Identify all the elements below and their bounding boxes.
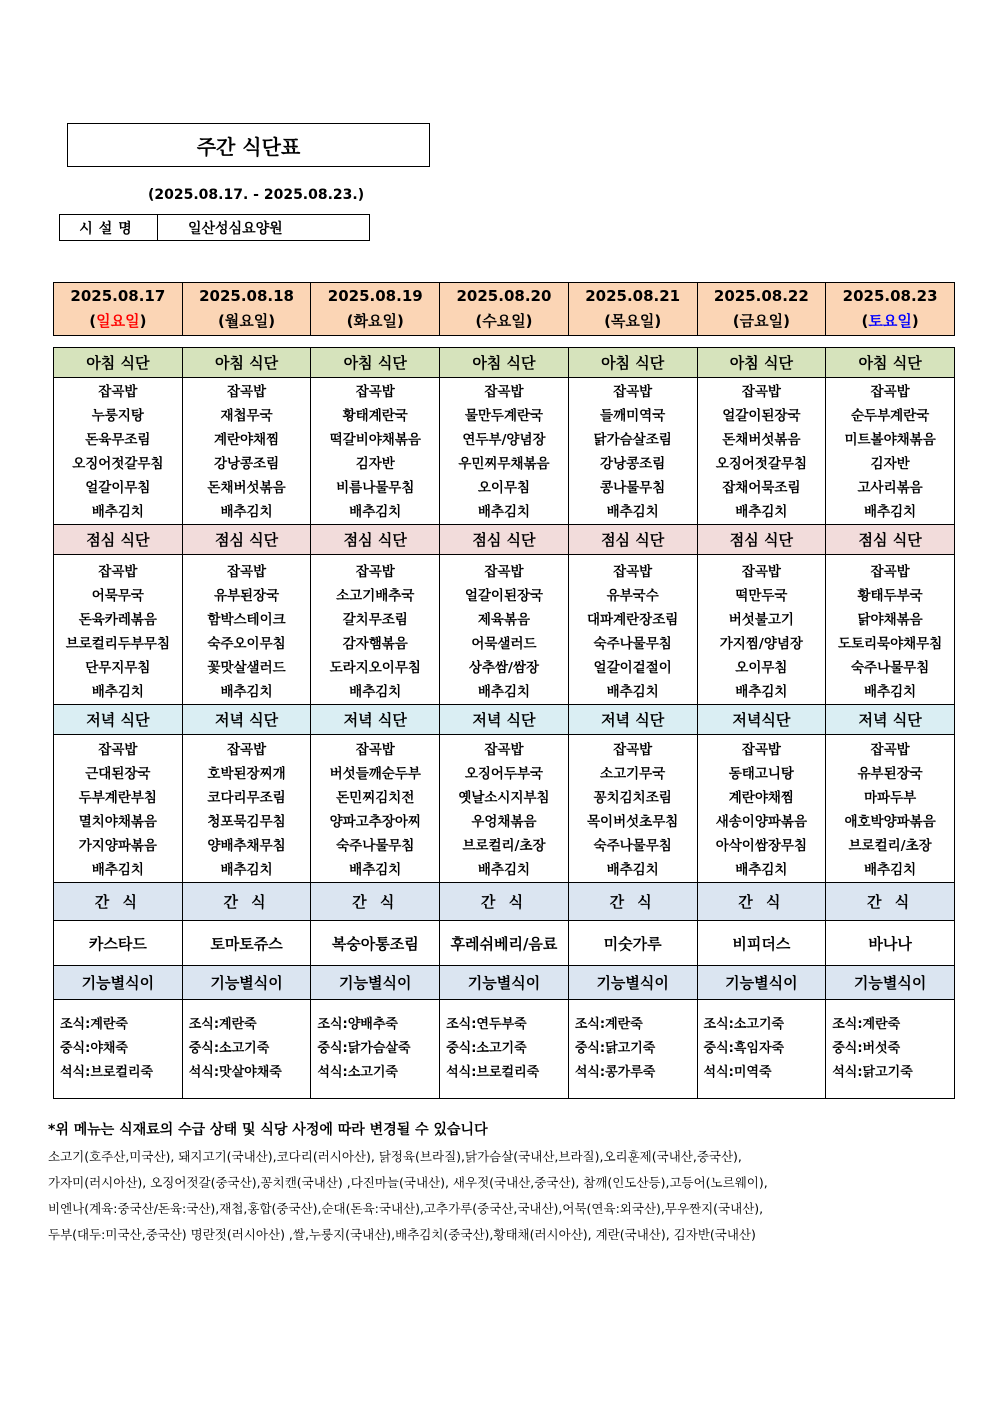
- menu-item: 고사리볶음: [857, 480, 923, 496]
- origin-line: 가자미(러시아산), 오징어젓갈(중국산),꽁치캔(국내산) ,다진마늘(국내산), 새우젓(국내산,중국산), 참깨(인도산등),고등어(노르웨이),: [48, 1175, 768, 1190]
- date-cell: [311, 283, 440, 336]
- paren-open: (: [861, 312, 869, 330]
- snack-header: 간 식: [697, 883, 826, 921]
- menu-item: 잡곡밥: [226, 384, 267, 400]
- menu-item: 재첩무국: [220, 408, 273, 424]
- weekday-text: [311, 309, 439, 334]
- functional-item: 석식:소고기죽: [317, 1065, 398, 1080]
- menu-item: 잡곡밥: [484, 742, 524, 758]
- menu-item: 콩나물무침: [600, 480, 666, 496]
- menu-item: 물만두계란국: [464, 408, 544, 424]
- functional-item: 조식:계란죽: [60, 1017, 128, 1032]
- menu-item: 잡곡밥: [226, 742, 267, 758]
- facility-box: [59, 214, 370, 241]
- snack-row: [54, 921, 955, 966]
- menu-item: 아삭이쌈장무침: [715, 838, 808, 854]
- menu-item: 배추김치: [477, 684, 531, 700]
- snack-cell: 미숫가루: [568, 921, 697, 966]
- menu-item: 얼갈이겉절이: [593, 660, 672, 676]
- menu-item: 배추김치: [864, 862, 917, 878]
- breakfast-header: 아침 식단: [440, 348, 569, 378]
- menu-item: 감자햄볶음: [342, 636, 408, 652]
- dinner-header-row: [54, 705, 955, 735]
- menu-item: 연두부/양념장: [462, 432, 546, 448]
- breakfast-cell: [54, 378, 183, 525]
- menu-item: 잡곡밥: [870, 564, 910, 580]
- facility-label: 시설명: [60, 215, 158, 240]
- menu-item: 돈민찌김치전: [336, 790, 415, 806]
- functional-item: 조식:계란죽: [188, 1017, 257, 1032]
- menu-item: 호박된장찌개: [207, 766, 286, 782]
- breakfast-header: 아침 식단: [697, 348, 826, 378]
- origin-line: 소고기(호주산,미국산), 돼지고기(국내산),코다리(러시아산), 닭정육(브라질),닭가슴살(국내산,브라질),오리훈제(국내산,중국산),: [48, 1149, 742, 1164]
- breakfast-header: 아침 식단: [311, 348, 440, 378]
- dinner-row: [54, 735, 955, 883]
- date-text: 2025.08.17: [70, 287, 166, 305]
- functional-header-row: [54, 966, 955, 1000]
- snack-cell: 후레쉬베리/음료: [440, 921, 569, 966]
- date-cell: [182, 283, 311, 336]
- menu-item: 잡곡밥: [98, 564, 138, 580]
- menu-item: 황태두부국: [857, 588, 923, 604]
- date-cell: [568, 283, 697, 336]
- functional-item: 석식:미역죽: [703, 1065, 772, 1080]
- origin-line: 두부(대두:미국산,중국산) 명란젓(러시아산) ,쌀,누룽지(국내산),배추김치(중국산),황태채(러시아산), 계란(국내산), 김자반(국내산): [48, 1227, 756, 1242]
- menu-item: 닭야채볶음: [857, 612, 923, 628]
- dinner-cell: [697, 735, 826, 883]
- menu-item: 두부계란부침: [78, 790, 157, 806]
- menu-item: 배추김치: [220, 862, 273, 878]
- menu-item: 유부국수: [606, 588, 659, 604]
- breakfast-header: 아침 식단: [568, 348, 697, 378]
- paren-open: (: [89, 312, 97, 330]
- dinner-cell: [568, 735, 697, 883]
- menu-item: 오이무침: [477, 480, 531, 496]
- functional-item: 석식:브로컬리죽: [446, 1065, 540, 1080]
- lunch-header: 점심 식단: [182, 525, 311, 555]
- menu-item: 미트볼야채볶음: [844, 432, 936, 448]
- menu-item: 코다리무조림: [207, 790, 286, 806]
- weekday-name: (월요일): [217, 312, 276, 330]
- functional-header: 기능별식이: [568, 966, 697, 1000]
- functional-item: 조식:계란죽: [832, 1017, 901, 1032]
- functional-cell: [54, 1000, 183, 1099]
- menu-item: 배추김치: [220, 684, 273, 700]
- functional-cell: [311, 1000, 440, 1099]
- menu-item: 어묵무국: [91, 588, 144, 604]
- lunch-header: 점심 식단: [54, 525, 183, 555]
- breakfast-header-row: [54, 348, 955, 378]
- weekday-name: 일요일: [96, 312, 140, 330]
- functional-cell: [826, 1000, 955, 1099]
- menu-item: 돈채버섯볶음: [722, 432, 801, 448]
- menu-item: 배추김치: [735, 862, 788, 878]
- date-cell: [697, 283, 826, 336]
- breakfast-cell: [826, 378, 955, 525]
- menu-item: 비름나물무침: [336, 480, 415, 496]
- menu-item: 도라지오이무침: [329, 660, 421, 676]
- snack-header: 간 식: [568, 883, 697, 921]
- lunch-header-row: [54, 525, 955, 555]
- menu-item: 순두부계란국: [850, 408, 930, 424]
- menu-item: 배추김치: [735, 504, 788, 520]
- facility-name: 일산성심요양원: [188, 220, 283, 237]
- menu-item: 들깨미역국: [600, 408, 666, 424]
- lunch-cell: [182, 555, 311, 705]
- menu-item: 새송이양파볶음: [715, 814, 808, 830]
- menu-table: [53, 347, 955, 1099]
- breakfast-header: 아침 식단: [826, 348, 955, 378]
- lunch-cell: [697, 555, 826, 705]
- menu-item: 배추김치: [91, 504, 144, 520]
- date-text: 2025.08.21: [585, 287, 681, 305]
- menu-item: 잡곡밥: [870, 742, 910, 758]
- menu-item: 소고기무국: [600, 766, 666, 782]
- menu-item: 어묵샐러드: [471, 636, 537, 652]
- menu-item: 잡채어묵조림: [722, 480, 801, 496]
- paren-close: ): [911, 312, 919, 330]
- menu-item: 잡곡밥: [613, 384, 653, 400]
- functional-item: 중식:야채죽: [60, 1041, 128, 1056]
- date-cell: [54, 283, 183, 336]
- menu-item: 배추김치: [349, 504, 402, 520]
- menu-item: 오징어젓갈무침: [72, 456, 164, 472]
- functional-cell: [182, 1000, 311, 1099]
- menu-item: 배추김치: [477, 862, 531, 878]
- menu-item: 양파고추장아찌: [329, 814, 421, 830]
- functional-item: 조식:연두부죽: [446, 1017, 527, 1032]
- functional-item: 석식:닭고기죽: [832, 1065, 913, 1080]
- weekday-name: 토요일: [868, 312, 912, 330]
- dinner-header: 저녁 식단: [568, 705, 697, 735]
- lunch-cell: [826, 555, 955, 705]
- functional-cell: [440, 1000, 569, 1099]
- breakfast-header: 아침 식단: [182, 348, 311, 378]
- date-cell: [440, 283, 569, 336]
- menu-item: 잡곡밥: [355, 564, 395, 580]
- lunch-cell: [568, 555, 697, 705]
- functional-item: 석식:브로컬리죽: [60, 1065, 154, 1080]
- functional-item: 중식:닭고기죽: [574, 1041, 656, 1056]
- date-text: 2025.08.20: [456, 287, 552, 305]
- snack-header-row: [54, 883, 955, 921]
- menu-item: 계란야채찜: [213, 432, 280, 448]
- dinner-cell: [182, 735, 311, 883]
- menu-item: 청포묵김무침: [207, 814, 286, 830]
- lunch-cell: [311, 555, 440, 705]
- menu-item: 가지양파볶음: [78, 838, 157, 854]
- menu-item: 소고기배추국: [336, 588, 415, 604]
- dinner-cell: [826, 735, 955, 883]
- dinner-cell: [54, 735, 183, 883]
- lunch-row: [54, 555, 955, 705]
- menu-item: 애호박양파볶음: [844, 814, 936, 830]
- menu-item: 버섯불고기: [728, 612, 794, 628]
- menu-item: 목이버섯초무침: [587, 814, 679, 830]
- date-text: 2025.08.23: [842, 287, 938, 305]
- menu-item: 잡곡밥: [484, 564, 524, 580]
- functional-item: 중식:닭가슴살죽: [317, 1041, 411, 1056]
- menu-item: 배추김치: [220, 504, 273, 520]
- breakfast-cell: [311, 378, 440, 525]
- date-header-table: [53, 282, 955, 336]
- menu-item: 배추김치: [735, 684, 788, 700]
- date-cell: [826, 283, 955, 336]
- functional-header: 기능별식이: [826, 966, 955, 1000]
- lunch-header: 점심 식단: [440, 525, 569, 555]
- menu-item: 유부된장국: [857, 766, 923, 782]
- menu-item: 마파두부: [864, 790, 917, 806]
- menu-item: 숙주나물무침: [593, 636, 672, 652]
- menu-item: 동태고니탕: [728, 766, 794, 782]
- menu-item: 누룽지탕: [91, 408, 144, 424]
- menu-item: 대파계란장조림: [587, 612, 679, 628]
- functional-item: 조식:소고기죽: [703, 1017, 785, 1032]
- lunch-header: 점심 식단: [697, 525, 826, 555]
- menu-item: 떡갈비야채볶음: [329, 432, 421, 448]
- dinner-header: 저녁 식단: [182, 705, 311, 735]
- functional-item: 석식:콩가루죽: [574, 1065, 656, 1080]
- menu-item: 잡곡밥: [484, 384, 524, 400]
- menu-period: (2025.08.17. - 2025.08.23.): [148, 187, 365, 203]
- menu-item: 가지찜/양념장: [719, 636, 803, 652]
- menu-item: 옛날소시지부침: [458, 790, 550, 806]
- weekday-text: [54, 309, 182, 334]
- menu-item: 잡곡밥: [613, 742, 653, 758]
- menu-item: 배추김치: [606, 684, 659, 700]
- menu-item: 김자반: [870, 456, 910, 472]
- menu-item: 닭가슴살조림: [593, 432, 672, 448]
- menu-item: 잡곡밥: [226, 564, 267, 580]
- breakfast-cell: [182, 378, 311, 525]
- functional-header: 기능별식이: [440, 966, 569, 1000]
- menu-item: 꽁치김치조림: [593, 790, 672, 806]
- menu-item: 김자반: [355, 456, 395, 472]
- lunch-cell: [440, 555, 569, 705]
- functional-header: 기능별식이: [54, 966, 183, 1000]
- menu-item: 멸치야채볶음: [78, 814, 157, 830]
- weekday-text: [569, 309, 697, 334]
- functional-header: 기능별식이: [311, 966, 440, 1000]
- origin-line: 비엔나(계육:중국산/돈육:국산),재첩,홍합(중국산),순대(돈육:국내산),고추가루(중국산,국내산),어묵(연육:외국산),무우짠지(국내산),: [48, 1201, 764, 1216]
- menu-item: 얼갈이무침: [85, 480, 151, 496]
- functional-item: 조식:계란죽: [574, 1017, 643, 1032]
- menu-item: 제육볶음: [477, 612, 531, 628]
- snack-header: 간 식: [54, 883, 183, 921]
- menu-item: 돈채버섯볶음: [207, 480, 286, 496]
- menu-item: 잡곡밥: [98, 384, 138, 400]
- snack-cell: 토마토쥬스: [182, 921, 311, 966]
- dinner-header: 저녁 식단: [54, 705, 183, 735]
- snack-header: 간 식: [182, 883, 311, 921]
- menu-item: 우민찌무채볶음: [458, 456, 550, 472]
- dinner-header: 저녁 식단: [440, 705, 569, 735]
- menu-item: 오이무침: [735, 660, 788, 676]
- breakfast-row: [54, 378, 955, 525]
- menu-item: 강낭콩조림: [213, 456, 280, 472]
- menu-item: 숙주나물무침: [336, 838, 415, 854]
- functional-item: 중식:흑임자죽: [703, 1041, 785, 1056]
- change-notice: *위 메뉴는 식재료의 수급 상태 및 식당 사정에 따라 변경될 수 있습니다: [48, 1122, 488, 1138]
- snack-header: 간 식: [311, 883, 440, 921]
- menu-item: 배추김치: [477, 504, 531, 520]
- menu-item: 브로컬리/초장: [462, 838, 546, 854]
- lunch-cell: [54, 555, 183, 705]
- lunch-header: 점심 식단: [311, 525, 440, 555]
- snack-header: 간 식: [440, 883, 569, 921]
- menu-item: 숙주나물무침: [850, 660, 930, 676]
- menu-item: 돈육무조림: [85, 432, 151, 448]
- menu-item: 단무지무침: [85, 660, 151, 676]
- menu-item: 갈치무조림: [342, 612, 408, 628]
- functional-item: 중식:소고기죽: [188, 1041, 270, 1056]
- menu-item: 버섯들깨순두부: [329, 766, 421, 782]
- menu-item: 숙주오이무침: [207, 636, 286, 652]
- breakfast-cell: [568, 378, 697, 525]
- breakfast-header: 아침 식단: [54, 348, 183, 378]
- breakfast-cell: [440, 378, 569, 525]
- functional-cell: [697, 1000, 826, 1099]
- functional-row: [54, 1000, 955, 1099]
- weekday-text: [183, 309, 311, 334]
- notes-section: [48, 1118, 948, 1248]
- menu-item: 잡곡밥: [98, 742, 138, 758]
- menu-item: 배추김치: [864, 684, 917, 700]
- menu-item: 잡곡밥: [870, 384, 910, 400]
- menu-item: 잡곡밥: [741, 384, 781, 400]
- menu-item: 상추쌈/쌈장: [468, 660, 540, 676]
- snack-cell: 바나나: [826, 921, 955, 966]
- menu-item: 근대된장국: [85, 766, 151, 782]
- weekday-name: (수요일): [475, 312, 533, 330]
- menu-item: 유부된장국: [213, 588, 280, 604]
- menu-item: 배추김치: [349, 684, 402, 700]
- lunch-header: 점심 식단: [826, 525, 955, 555]
- menu-item: 오징어젓갈무침: [715, 456, 808, 472]
- menu-item: 숙주나물무침: [593, 838, 672, 854]
- menu-item: 강낭콩조림: [600, 456, 666, 472]
- menu-item: 떡만두국: [735, 588, 788, 604]
- menu-item: 얼갈이된장국: [464, 588, 544, 604]
- snack-cell: 카스타드: [54, 921, 183, 966]
- menu-item: 잡곡밥: [741, 564, 781, 580]
- lunch-header: 점심 식단: [568, 525, 697, 555]
- functional-header: 기능별식이: [697, 966, 826, 1000]
- paren-close: ): [139, 312, 147, 330]
- menu-item: 배추김치: [349, 862, 402, 878]
- weekday-text: [440, 309, 568, 334]
- menu-item: 배추김치: [91, 684, 144, 700]
- menu-item: 함박스테이크: [207, 612, 286, 628]
- date-text: 2025.08.22: [713, 287, 809, 305]
- menu-item: 계란야채찜: [728, 790, 794, 806]
- date-text: 2025.08.19: [327, 287, 423, 305]
- breakfast-cell: [697, 378, 826, 525]
- date-text: 2025.08.18: [199, 287, 294, 305]
- dinner-cell: [440, 735, 569, 883]
- functional-item: 중식:소고기죽: [446, 1041, 527, 1056]
- menu-item: 배추김치: [606, 862, 659, 878]
- dinner-header: 저녁 식단: [311, 705, 440, 735]
- menu-item: 돈육카레볶음: [78, 612, 157, 628]
- menu-item: 브로컬리/초장: [848, 838, 932, 854]
- functional-item: 조식:양배추죽: [317, 1017, 398, 1032]
- weekday-text: [826, 309, 954, 334]
- menu-item: 얼갈이된장국: [722, 408, 801, 424]
- menu-item: 잡곡밥: [613, 564, 653, 580]
- snack-cell: 복숭아통조림: [311, 921, 440, 966]
- page-title: 주간 식단표: [67, 123, 430, 167]
- menu-item: 양배추채무침: [207, 838, 286, 854]
- menu-item: 배추김치: [606, 504, 659, 520]
- functional-header: 기능별식이: [182, 966, 311, 1000]
- menu-item: 잡곡밥: [355, 742, 395, 758]
- dinner-header: 저녁식단: [697, 705, 826, 735]
- menu-item: 황태계란국: [342, 408, 408, 424]
- menu-item: 잡곡밥: [355, 384, 395, 400]
- dinner-header: 저녁 식단: [826, 705, 955, 735]
- menu-item: 도토리묵야채무침: [837, 636, 943, 652]
- menu-item: 배추김치: [864, 504, 917, 520]
- snack-header: 간 식: [826, 883, 955, 921]
- weekday-name: (금요일): [732, 312, 790, 330]
- menu-item: 배추김치: [91, 862, 144, 878]
- menu-item: 오징어두부국: [464, 766, 544, 782]
- dinner-cell: [311, 735, 440, 883]
- snack-cell: 비피더스: [697, 921, 826, 966]
- functional-item: 중식:버섯죽: [832, 1041, 901, 1056]
- menu-item: 브로컬리두부무침: [65, 636, 171, 652]
- menu-item: 꽃맛살샐러드: [207, 660, 286, 676]
- functional-cell: [568, 1000, 697, 1099]
- weekday-name: (목요일): [604, 312, 662, 330]
- functional-item: 석식:맛살야채죽: [188, 1065, 282, 1080]
- weekday-name: (화요일): [346, 312, 404, 330]
- weekday-text: [698, 309, 826, 334]
- menu-item: 우엉채볶음: [471, 814, 537, 830]
- menu-item: 잡곡밥: [741, 742, 781, 758]
